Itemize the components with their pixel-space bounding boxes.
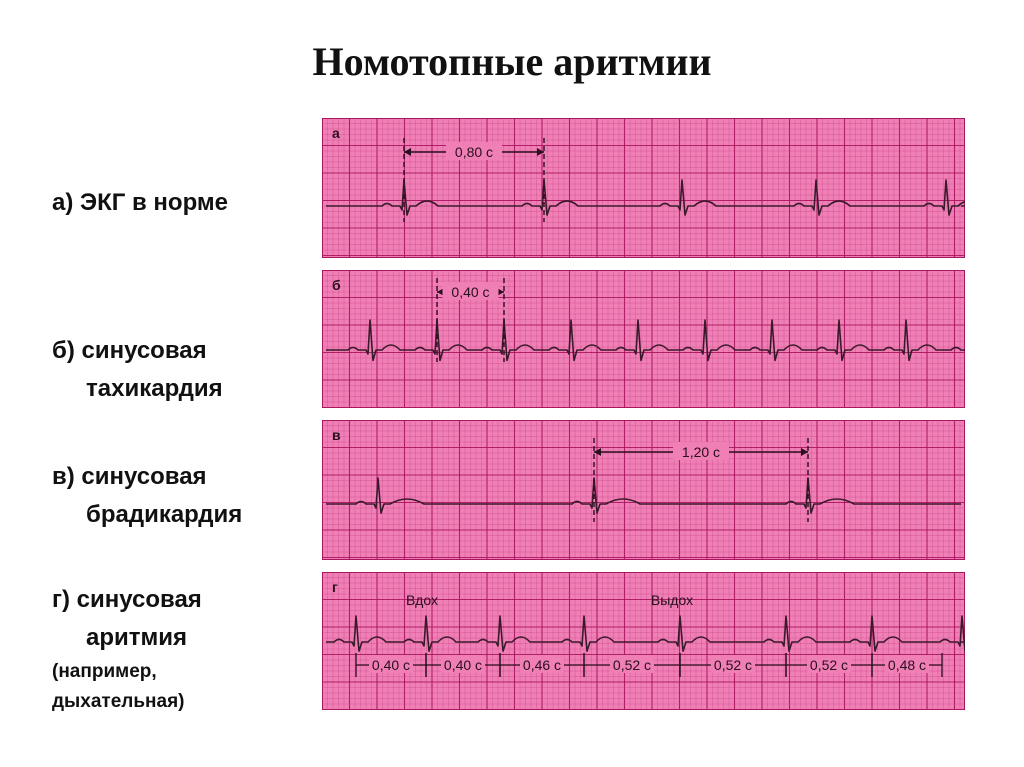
rr-label: 0,48 с bbox=[887, 657, 927, 673]
rr-label: 0,52 с bbox=[809, 657, 849, 673]
label-arrhythmia-note2: дыхательная) bbox=[52, 691, 185, 712]
ecg-strip-normal-svg bbox=[322, 118, 965, 258]
label-arrhythmia bbox=[52, 581, 202, 717]
ecg-strip-tachycardia-svg bbox=[322, 270, 965, 408]
strip-normal-paper bbox=[322, 118, 965, 258]
label-normal bbox=[52, 184, 228, 222]
label-arrhythmia-note1: (например, bbox=[52, 661, 157, 682]
ecg-strip-arrhythmia-svg bbox=[322, 572, 965, 710]
page-title: Номотопные аритмии bbox=[312, 39, 712, 84]
label-tachycardia-line1: б) синусовая bbox=[52, 337, 207, 364]
phase-label: Вдох bbox=[406, 592, 438, 608]
ecg-strip-bradycardia bbox=[322, 420, 965, 560]
ecg-strip-tachycardia bbox=[322, 270, 965, 408]
strip-brady-paper bbox=[322, 420, 965, 560]
ecg-strip-bradycardia-svg bbox=[322, 420, 965, 560]
strip-tachy-interval-label: 0,40 с bbox=[451, 284, 490, 300]
label-tachycardia-line2: тахикардия bbox=[86, 375, 223, 402]
ecg-strip-normal bbox=[322, 118, 965, 258]
rr-label: 0,52 с bbox=[612, 657, 652, 673]
rr-label: 0,52 с bbox=[713, 657, 753, 673]
strip-arrhythmia-letter: г bbox=[332, 579, 338, 595]
strip-tachy-letter: б bbox=[332, 277, 341, 293]
label-normal-text: а) ЭКГ в норме bbox=[52, 189, 229, 216]
strip-normal-interval-label: 0,80 с bbox=[454, 144, 494, 160]
label-bradycardia bbox=[52, 458, 242, 534]
strip-brady-interval-label: 1,20 с bbox=[681, 444, 721, 460]
strip-normal-letter: а bbox=[332, 125, 340, 141]
phase-label: Выдох bbox=[650, 592, 694, 608]
label-bradycardia-line1: в) синусовая bbox=[52, 463, 207, 490]
label-tachycardia bbox=[52, 332, 223, 408]
rr-label: 0,46 с bbox=[522, 657, 562, 673]
label-bradycardia-line2: брадикардия bbox=[86, 501, 243, 528]
rr-label: 0,40 с bbox=[443, 657, 483, 673]
rr-label: 0,40 с bbox=[371, 657, 411, 673]
strip-brady-letter: в bbox=[332, 427, 341, 443]
label-arrhythmia-line1: г) синусовая bbox=[52, 586, 202, 613]
label-arrhythmia-line2: аритмия bbox=[86, 624, 188, 651]
strip-tachy-paper bbox=[322, 270, 965, 408]
ecg-strip-arrhythmia bbox=[322, 572, 965, 710]
